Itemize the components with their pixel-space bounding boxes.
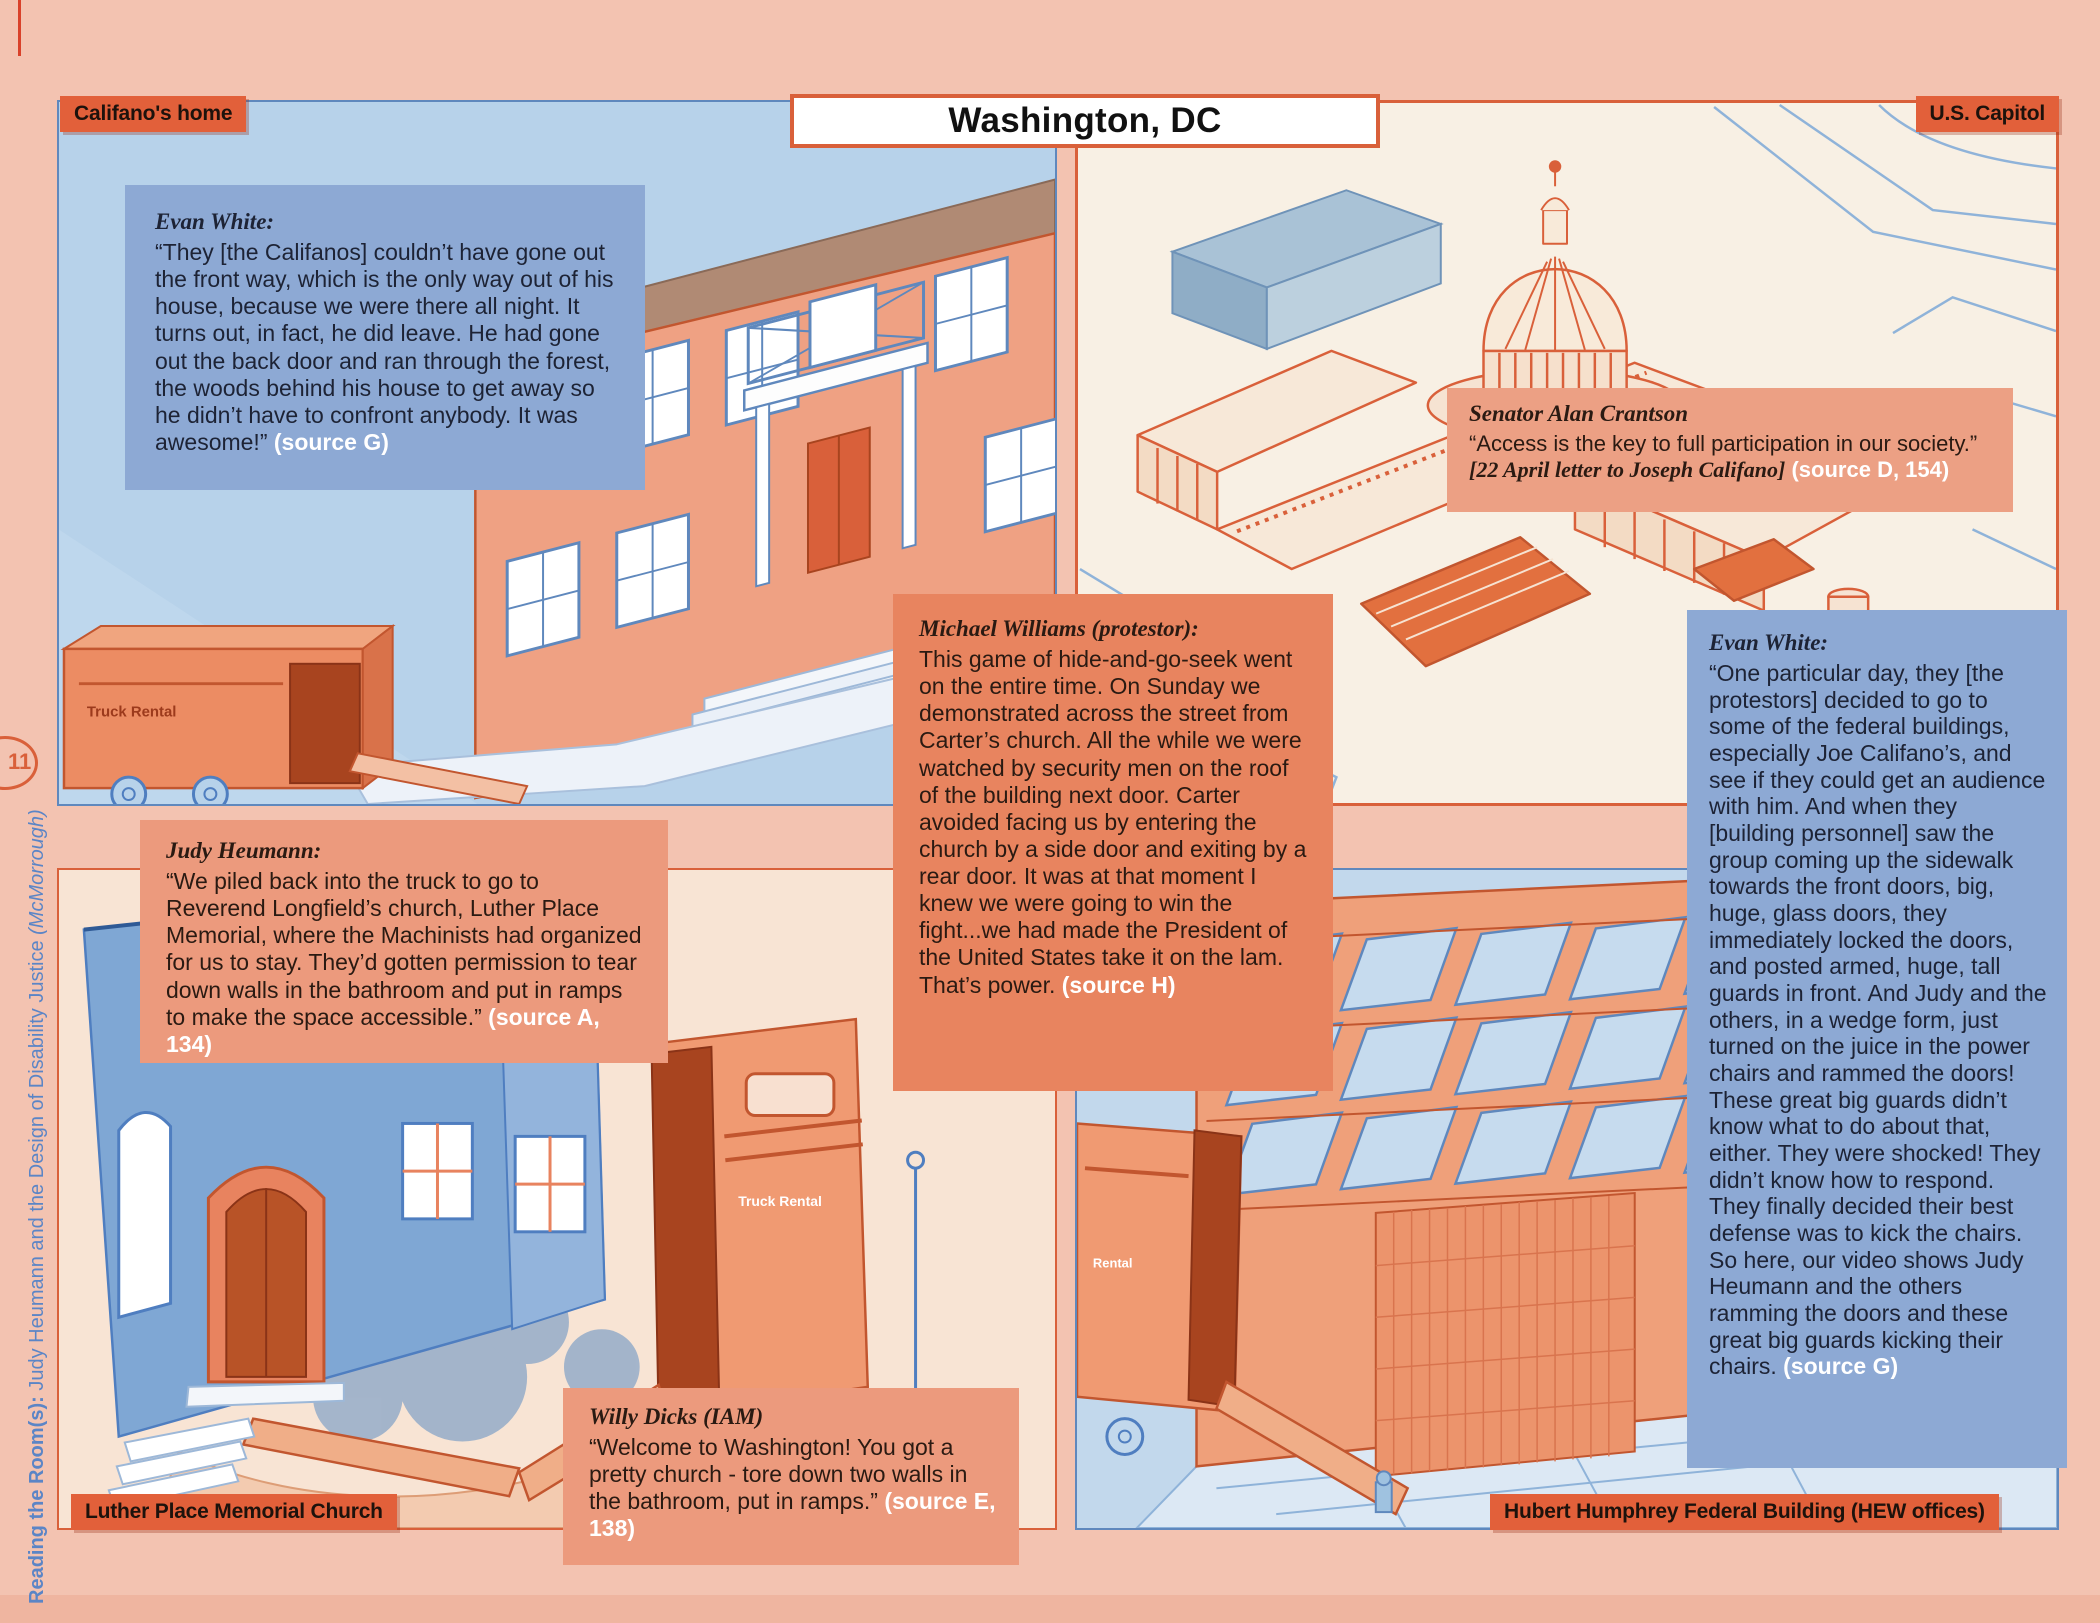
sidebar-title-bold: Reading the Room(s): — [26, 1396, 48, 1604]
speaker-name: Evan White: — [155, 209, 275, 234]
quote-evan-white-califano — [125, 185, 645, 490]
footer-band — [0, 1595, 2100, 1623]
source-citation: (source E, 138) — [589, 1488, 996, 1542]
crop-mark — [18, 0, 21, 56]
label-califanos-home: Califano's home — [60, 96, 246, 132]
label-hew-building: Hubert Humphrey Federal Building (HEW offices) — [1490, 1494, 1999, 1530]
quote-crantson — [1447, 388, 2013, 512]
quote-citation: [22 April letter to Joseph Califano] — [1469, 456, 1786, 482]
quote-text: “They [the Califanos] couldn’t have gone out the front way, which is the only way out of his house, because we were there all night. It turns out, in fact, he did leave. He had gone out the back door and ran through the forest, the woods behind his house to get away so he didn’t have to confront anybody. It was awesome!” (source G) — [155, 239, 614, 455]
brick-section — [1376, 1193, 1635, 1476]
label-us-capitol: U.S. Capitol — [1916, 96, 2059, 132]
speaker-name: Willy Dicks (IAM) — [589, 1404, 764, 1429]
quote-text: This game of hide-and-go-seek went on the entire time. On Sunday we demonstrated across the street from Carter’s church. All the while we were watched by security men on the roof of the building next door. Carter avoided facing us by entering the church by a side door and exiting by a rear door. It was at that moment I knew we were going to win the fight...we had made the President of the United States take it on the lam. That’s power. (source H) — [919, 646, 1307, 998]
quote-judy-heumann — [140, 820, 668, 1063]
quote-evan-white-hew — [1687, 610, 2067, 1468]
quote-michael-williams — [893, 594, 1333, 1091]
sidebar-running-title — [26, 714, 56, 1604]
truck-rental-sign: Truck Rental — [86, 703, 177, 721]
label-luther-church: Luther Place Memorial Church — [71, 1494, 397, 1530]
quote-willy-dicks — [563, 1388, 1019, 1565]
source-citation: (source G) — [1783, 1353, 1899, 1380]
speaker-name: Michael Williams (protestor): — [919, 616, 1199, 641]
speaker-name: Judy Heumann: — [166, 838, 322, 863]
truck-rental-sign: Rental — [1092, 1255, 1133, 1271]
truck-rental-sign: Truck Rental — [738, 1192, 822, 1209]
speaker-name: Evan White: — [1709, 630, 1829, 655]
quote-text: “Access is the key to full participation in our society.” [22 April letter to Joseph Califano] (source D, 154) — [1469, 431, 1978, 482]
quote-text: “Welcome to Washington! You got a pretty church - tore down two walls in the bathroom, put in ramps.” (source E, 138) — [589, 1434, 996, 1542]
source-citation: (source A, 134) — [166, 1003, 600, 1057]
speaker-name: Senator Alan Crantson — [1469, 401, 1689, 426]
hydrant — [1376, 1471, 1392, 1512]
page-title: Washington, DC — [790, 94, 1380, 148]
page-number: 11 — [8, 749, 32, 774]
sidebar-title-italic: (McMorrough) — [26, 809, 48, 935]
source-citation: (source D, 154) — [1791, 456, 1950, 482]
sidebar-title-regular: Judy Heumann and the Design of Disability Justice — [26, 934, 48, 1397]
source-citation: (source H) — [1061, 971, 1176, 998]
source-citation: (source G) — [273, 428, 389, 455]
quote-text: “We piled back into the truck to go to Reverend Longfield’s church, Luther Place Memorial, where the Machinists had organized for us to stay. They’d gotten permission to tear down walls in the bathroom and put in ramps to make the space accessible.” (source A, 134) — [166, 868, 642, 1057]
quote-text: “One particular day, they [the protestors] decided to go to some of the federal buildings, especially Joe Califano’s, and see if they could get an audience with him. And when they [building personnel] saw the group coming up the sidewalk towards the front doors, big, huge, glass doors, they immediately locked the doors, and posted armed, huge, tall guards in front. And Judy and the others, in a wedge form, just turned on the juice in the power chairs and rammed the doors! These great big guards didn’t know what to do about that, either. They were shocked! They didn’t know how to respond. They finally decided their best defense was to kick the chairs. So here, our video shows Judy Heumann and the others ramming the doors and these great big guards kicking their chairs. (source G) — [1709, 660, 2047, 1380]
